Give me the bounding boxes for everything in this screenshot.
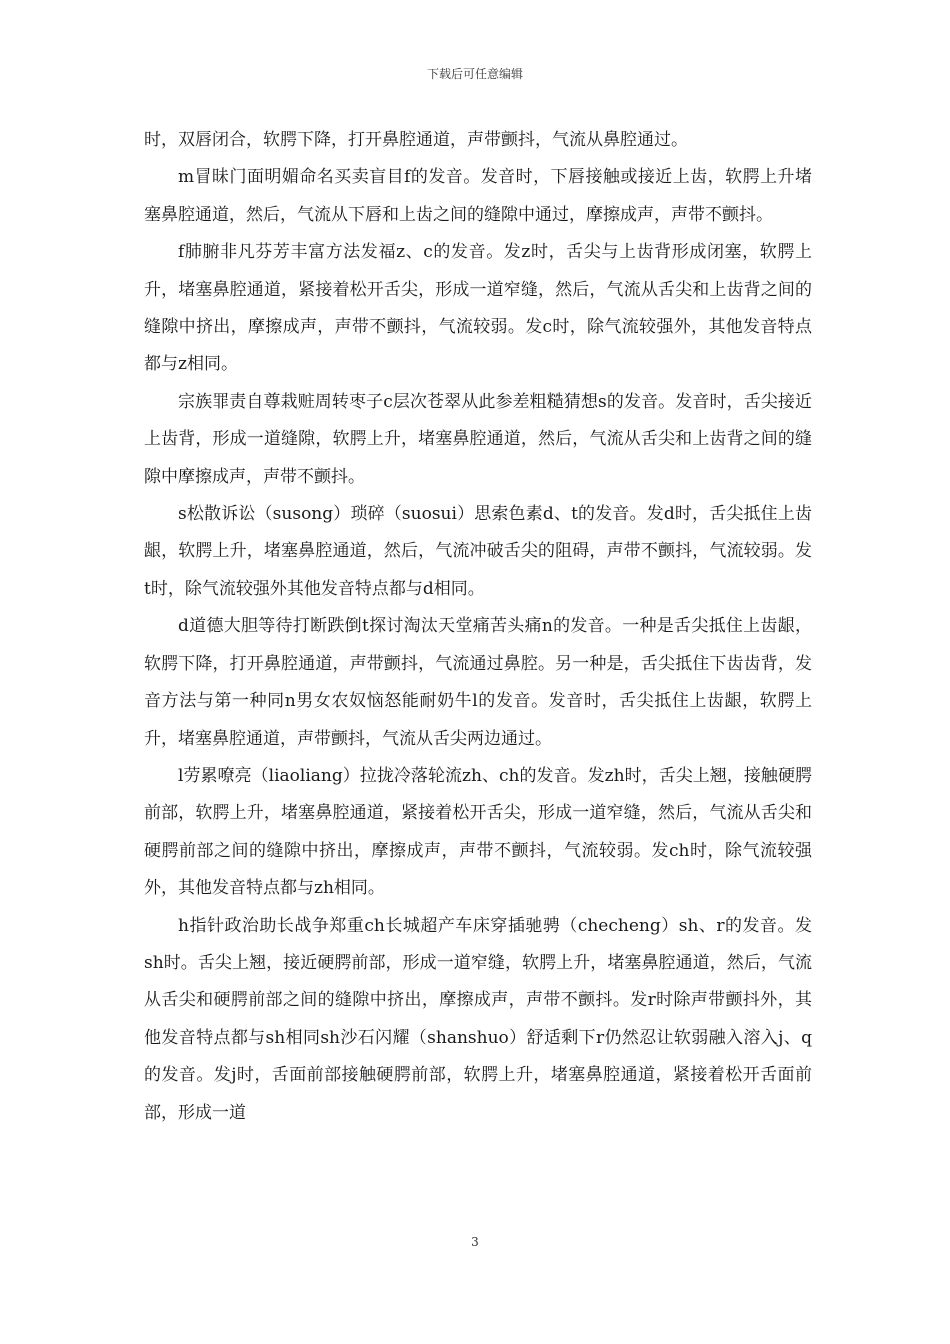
paragraph: 时，双唇闭合，软腭下降，打开鼻腔通道，声带颤抖，气流从鼻腔通过。 <box>144 130 688 150</box>
paragraph: s松散诉讼（susong）琐碎（suosui）思索色素d、t的发音。发d时，舌尖抵住上齿龈，软腭上升，堵塞鼻腔通道，然后，气流冲破舌尖的阻碍，声带不颤抖，气流较弱。发t时，除气流较强外其他发音特点都与d相同。 <box>144 504 812 599</box>
paragraph: 宗族罪责自尊栽赃周转枣子c层次苍翠从此参差粗糙猜想s的发音。发音时，舌尖接近上齿背，形成一道缝隙，软腭上升，堵塞鼻腔通道，然后，气流从舌尖和上齿背之间的缝隙中摩擦成声，声带不颤抖。 <box>144 391 812 487</box>
paragraph: h指针政治助长战争郑重ch长城超产车床穿插驰骋（checheng）sh、r的发音。发sh时。舌尖上翘，接近硬腭前部，形成一道窄缝，软腭上升，堵塞鼻腔通道，然后，气流从舌尖和硬腭前部之间的缝隙中挤出，摩擦成声，声带不颤抖。发r时除声带颤抖外，其他发音特点都与sh相同sh沙石闪耀（shanshuo）舒适剩下r仍然忍让软弱融入溶入j、q的发音。发j时，舌面前部接触硬腭前部，软腭上升，堵塞鼻腔通道，紧接着松开舌面前部，形成一道 <box>144 915 812 1123</box>
paragraph: d道德大胆等待打断跌倒t探讨淘汰天堂痛苦头痛n的发音。一种是舌尖抵住上齿龈，软腭下降，打开鼻腔通道，声带颤抖，气流通过鼻腔。另一种是，舌尖抵住下齿齿背，发音方法与第一种同n男女农奴恼怒能耐奶牛l的发音。发音时，舌尖抵住上齿龈，软腭上升，堵塞鼻腔通道，声带颤抖，气流从舌尖两边通过。 <box>144 616 812 749</box>
document-body <box>144 122 812 1132</box>
paragraph: l劳累嘹亮（liaoliang）拉拢冷落轮流zh、ch的发音。发zh时，舌尖上翘，接触硬腭前部，软腭上升，堵塞鼻腔通道，紧接着松开舌尖，形成一道窄缝，然后，气流从舌尖和硬腭前部之间的缝隙中挤出，摩擦成声，声带不颤抖，气流较弱。发ch时，除气流较强外，其他发音特点都与zh相同。 <box>144 765 812 899</box>
paragraph: f肺腑非凡芬芳丰富方法发福z、c的发音。发z时，舌尖与上齿背形成闭塞，软腭上升，堵塞鼻腔通道，紧接着松开舌尖，形成一道窄缝，然后，气流从舌尖和上齿背之间的缝隙中挤出，摩擦成声，声带不颤抖，气流较弱。发c时，除气流较强外，其他发音特点都与z相同。 <box>144 242 812 375</box>
page-header: 下载后可任意编辑 <box>426 67 523 81</box>
paragraph: m冒昧门面明媚命名买卖盲目f的发音。发音时，下唇接触或接近上齿，软腭上升堵塞鼻腔通道，然后，气流从下唇和上齿之间的缝隙中通过，摩擦成声，声带不颤抖。 <box>144 167 812 225</box>
page-number: 3 <box>471 1235 479 1249</box>
